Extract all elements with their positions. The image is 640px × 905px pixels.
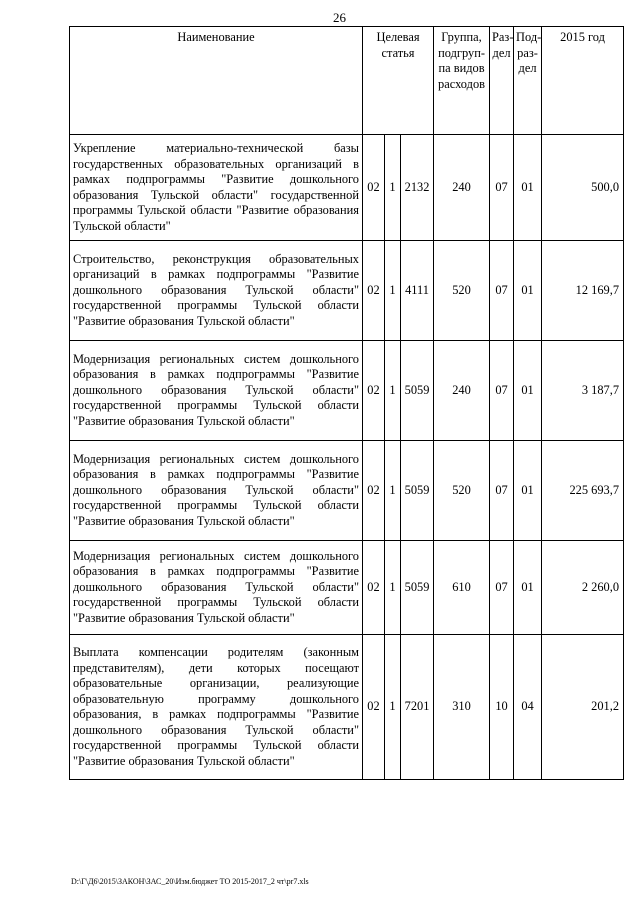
row-name: Строительство, реконструкция образовательных организаций в рамках подпрограммы "Развитие дошкольного образования Тульской области" государственной программы Тульской области "Развитие образования Тульской области" <box>70 241 363 341</box>
row-article-code: 4111 <box>401 241 434 341</box>
budget-table <box>69 26 624 780</box>
row-name: Укрепление материально-технической базы государственных образовательных организаций в рамках подпрограммы "Развитие дошкольного образования Тульской области" государственной программы Тульской области "Развитие образования Тульской области" <box>70 135 363 241</box>
row-article-program: 02 <box>363 341 385 441</box>
page-number: 26 <box>333 10 346 25</box>
row-subsection: 04 <box>514 635 542 780</box>
table-row <box>70 541 624 635</box>
row-article-subprogram: 1 <box>385 635 401 780</box>
row-article-subprogram: 1 <box>385 541 401 635</box>
row-expense-group: 310 <box>434 635 490 780</box>
header-year: 2015 год <box>542 27 624 135</box>
header-target-article: Целевая статья <box>363 27 434 135</box>
row-article-subprogram: 1 <box>385 241 401 341</box>
file-path-footer: D:\Г\Д6\2015\ЗАКОН\ЗАС_20\Изм.бюджет ТО 2015-2017_2 чт\pr7.xls <box>71 877 309 886</box>
row-expense-group: 520 <box>434 241 490 341</box>
header-name: Наименование <box>70 27 363 135</box>
row-section: 07 <box>490 241 514 341</box>
row-amount: 3 187,7 <box>542 341 624 441</box>
row-amount: 2 260,0 <box>542 541 624 635</box>
table-row <box>70 341 624 441</box>
header-expense-group: Группа, подгруп-па видов расходов <box>434 27 490 135</box>
row-name: Выплата компенсации родителям (законным представителям), дети которых посещают образовательные организации, реализующие образовательную программу дошкольного образования, в рамках подпрограммы "Развитие дошкольного образования Тульской области" государственной программы Тульской области "Развитие образования Тульской области" <box>70 635 363 780</box>
row-article-code: 2132 <box>401 135 434 241</box>
row-section: 10 <box>490 635 514 780</box>
row-expense-group: 610 <box>434 541 490 635</box>
row-article-program: 02 <box>363 541 385 635</box>
table-header-row <box>70 27 624 135</box>
row-article-subprogram: 1 <box>385 341 401 441</box>
header-subsection: Под-раз-дел <box>514 27 542 135</box>
table-row <box>70 241 624 341</box>
row-article-subprogram: 1 <box>385 135 401 241</box>
row-name: Модернизация региональных систем дошкольного образования в рамках подпрограммы "Развитие дошкольного образования Тульской области" государственной программы Тульской области "Развитие образования Тульской области" <box>70 541 363 635</box>
row-expense-group: 240 <box>434 341 490 441</box>
table-row <box>70 635 624 780</box>
row-article-code: 5059 <box>401 541 434 635</box>
row-amount: 12 169,7 <box>542 241 624 341</box>
row-article-program: 02 <box>363 135 385 241</box>
row-article-code: 5059 <box>401 341 434 441</box>
row-amount: 201,2 <box>542 635 624 780</box>
row-article-program: 02 <box>363 241 385 341</box>
row-amount: 225 693,7 <box>542 441 624 541</box>
row-article-program: 02 <box>363 441 385 541</box>
row-name: Модернизация региональных систем дошкольного образования в рамках подпрограммы "Развитие дошкольного образования Тульской области" государственной программы Тульской области "Развитие образования Тульской области" <box>70 441 363 541</box>
table-row <box>70 135 624 241</box>
row-section: 07 <box>490 341 514 441</box>
row-name: Модернизация региональных систем дошкольного образования в рамках подпрограммы "Развитие дошкольного образования Тульской области" государственной программы Тульской области "Развитие образования Тульской области" <box>70 341 363 441</box>
row-subsection: 01 <box>514 341 542 441</box>
row-article-program: 02 <box>363 635 385 780</box>
row-subsection: 01 <box>514 241 542 341</box>
row-amount: 500,0 <box>542 135 624 241</box>
row-article-subprogram: 1 <box>385 441 401 541</box>
row-subsection: 01 <box>514 441 542 541</box>
row-article-code: 7201 <box>401 635 434 780</box>
row-article-code: 5059 <box>401 441 434 541</box>
row-section: 07 <box>490 135 514 241</box>
row-section: 07 <box>490 541 514 635</box>
row-subsection: 01 <box>514 135 542 241</box>
row-expense-group: 520 <box>434 441 490 541</box>
row-subsection: 01 <box>514 541 542 635</box>
table-row <box>70 441 624 541</box>
header-section: Раз-дел <box>490 27 514 135</box>
row-section: 07 <box>490 441 514 541</box>
row-expense-group: 240 <box>434 135 490 241</box>
